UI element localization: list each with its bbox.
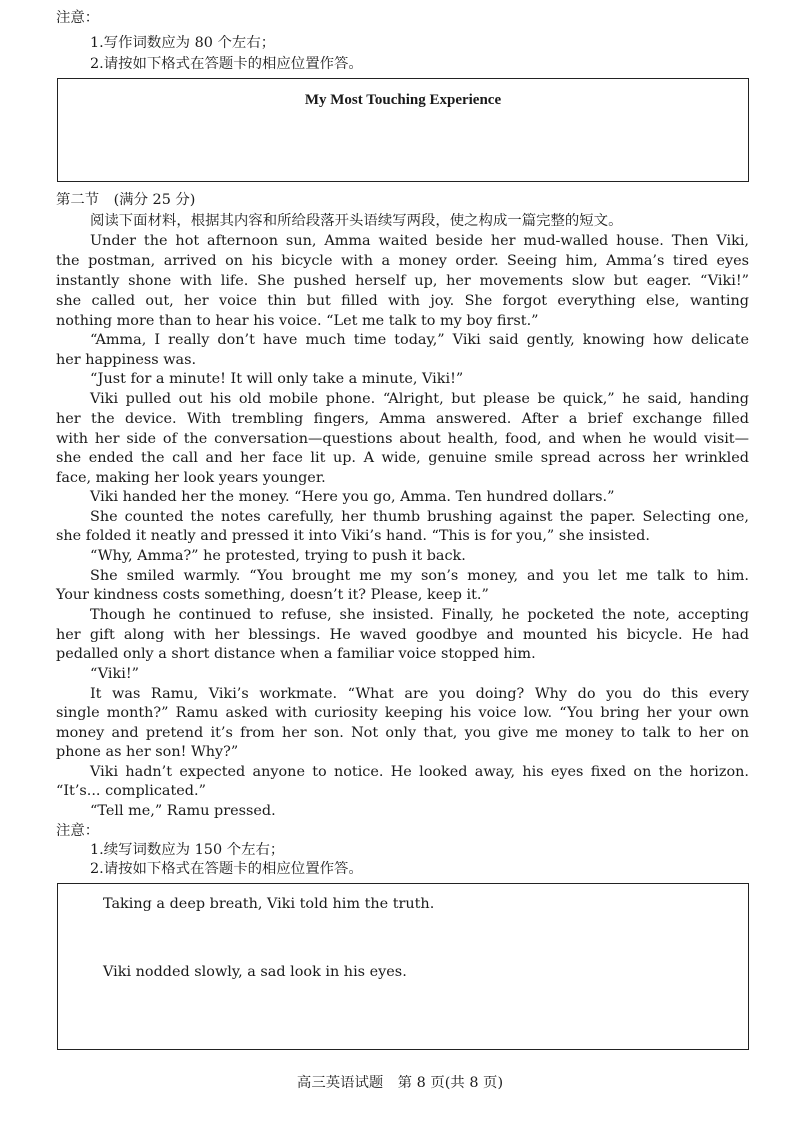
essay-title: My Most Touching Experience (304, 92, 502, 108)
story-line: pedalled only a short distance when a familiar voice stopped him. (56, 646, 536, 662)
writing-answer-box[interactable] (57, 78, 749, 182)
story-line: she called out, her voice thin but filled with joy. She forgot everything else, wanting (56, 293, 749, 309)
notice-item: 1.写作词数应为 80 个左右； (90, 35, 276, 51)
story-line: Viki handed her the money. “Here you go, Amma. Ten hundred dollars.” (90, 489, 615, 505)
paragraph-two-opening: Viki nodded slowly, a sad look in his eyes. (103, 964, 407, 980)
notice-item: 1.续写词数应为 150 个左右； (90, 842, 285, 858)
section-heading: 第二节 (满分 25 分) (56, 192, 196, 208)
story-line: She counted the notes carefully, her thumb brushing against the paper. Selecting one, (90, 509, 749, 525)
page-footer: 高三英语试题 第 8 页(共 8 页) (296, 1075, 504, 1091)
story-line: Viki pulled out his old mobile phone. “Alright, but please be quick,” he said, handing (90, 391, 749, 407)
notice-item: 2.请按如下格式在答题卡的相应位置作答。 (90, 861, 363, 877)
story-line: money and pretend it’s from her son. Not only that, you give me money to talk to her on (56, 725, 749, 741)
story-line: with her side of the conversation—questions about health, food, and when he would visit— (56, 431, 749, 447)
story-line: It was Ramu, Viki’s workmate. “What are you doing? Why do you do this every (90, 686, 749, 702)
story-line: “Tell me,” Ramu pressed. (90, 803, 276, 819)
story-line: she ended the call and her face lit up. A wide, genuine smile spread across her wrinkled (56, 450, 749, 466)
story-line: phone as her son! Why?” (56, 744, 239, 760)
story-line: instantly shone with life. She pushed herself up, her movements slow but eager. “Viki!” (56, 273, 749, 289)
story-line: She smiled warmly. “You brought me my son’s money, and you let me talk to him. (90, 568, 749, 584)
story-line: she folded it neatly and pressed it into Viki’s hand. “This is for you,” she insisted. (56, 528, 650, 544)
notice-item: 2.请按如下格式在答题卡的相应位置作答。 (90, 56, 363, 72)
paragraph-one-opening: Taking a deep breath, Viki told him the truth. (103, 896, 435, 912)
story-line: the postman, arrived on his bicycle with a money order. Seeing him, Amma’s tired eyes (56, 253, 749, 269)
section-instruction: 阅读下面材料，根据其内容和所给段落开头语续写两段，使之构成一篇完整的短文。 (90, 213, 623, 229)
story-line: “Why, Amma?” he protested, trying to push it back. (90, 548, 466, 564)
notice-heading: 注意： (56, 823, 100, 839)
story-line: her the device. With trembling fingers, Amma answered. After a brief exchange filled (56, 411, 749, 427)
story-line: “Viki!” (90, 666, 139, 682)
story-line: nothing more than to hear his voice. “Let me talk to my boy first.” (56, 313, 539, 329)
story-line: Your kindness costs something, doesn’t it? Please, keep it.” (56, 587, 489, 603)
continuation-answer-box[interactable] (57, 883, 749, 1050)
story-line: her happiness was. (56, 352, 197, 368)
story-line: Though he continued to refuse, she insisted. Finally, he pocketed the note, accepting (90, 607, 749, 623)
story-line: “Amma, I really don’t have much time today,” Viki said gently, knowing how delicate (90, 332, 749, 348)
notice-heading: 注意： (56, 10, 100, 26)
story-line: “It’s... complicated.” (56, 783, 206, 799)
story-line: her gift along with her blessings. He waved goodbye and mounted his bicycle. He had (56, 627, 749, 643)
story-line: Viki hadn’t expected anyone to notice. He looked away, his eyes fixed on the horizon. (90, 764, 749, 780)
story-line: Under the hot afternoon sun, Amma waited beside her mud-walled house. Then Viki, (90, 233, 749, 249)
story-line: face, making her look years younger. (56, 470, 326, 486)
story-line: “Just for a minute! It will only take a minute, Viki!” (90, 371, 464, 387)
story-line: single month?” Ramu asked with curiosity keeping his voice low. “You bring her your own (56, 705, 749, 721)
